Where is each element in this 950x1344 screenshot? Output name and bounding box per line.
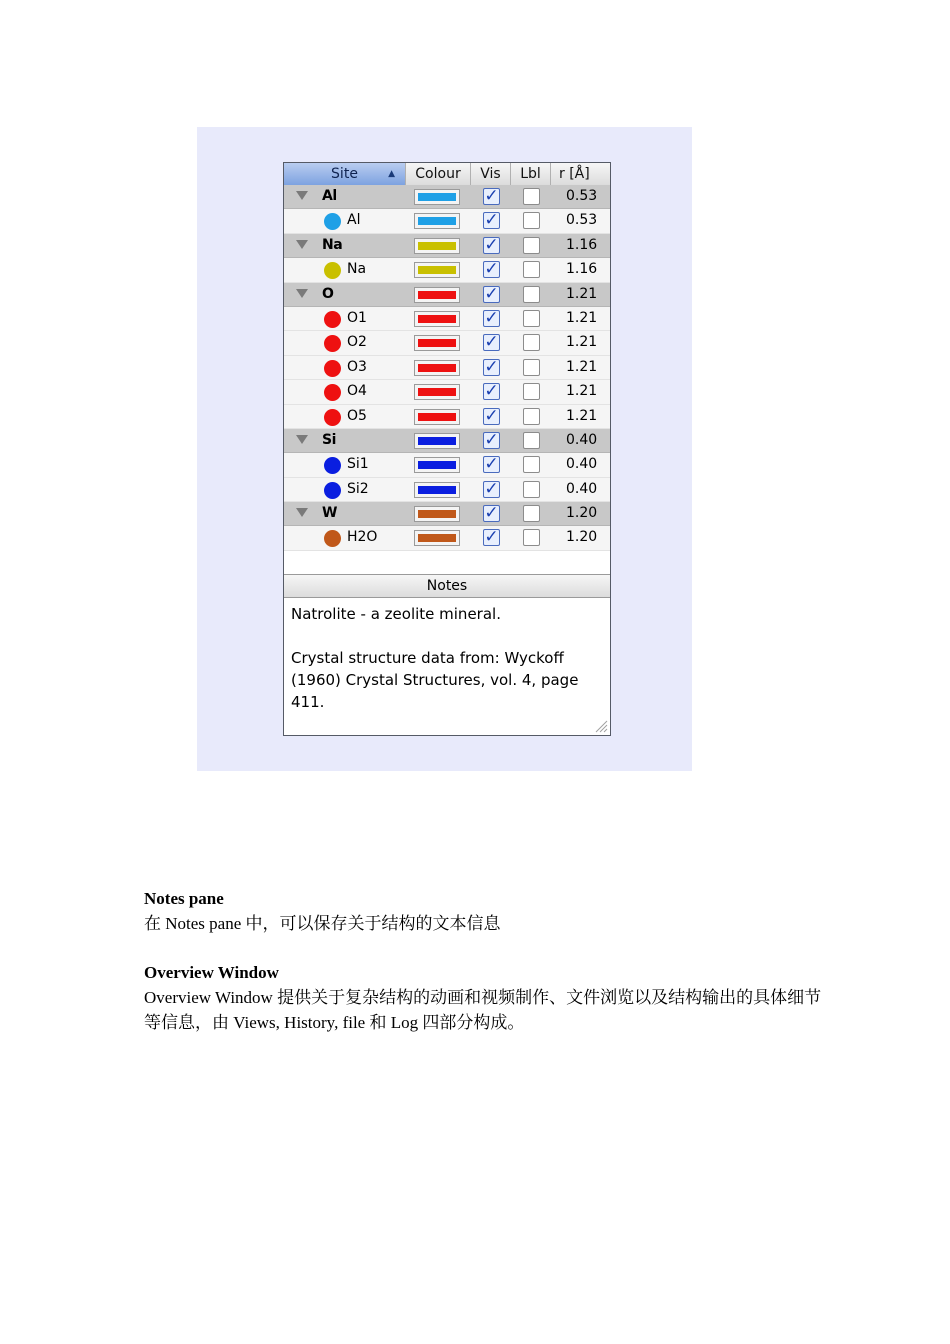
- atom-label: O3: [347, 358, 367, 375]
- radius-value: 1.16: [566, 236, 598, 253]
- atom-row[interactable]: [284, 331, 610, 355]
- colour-swatch[interactable]: [414, 335, 460, 351]
- atom-colour-dot-icon: [324, 530, 341, 547]
- visible-checkbox[interactable]: [483, 356, 500, 377]
- radius-value: 1.21: [566, 383, 598, 400]
- radius-value: 0.40: [566, 431, 598, 448]
- atom-label: O1: [347, 309, 367, 326]
- radius-value: 1.21: [566, 309, 598, 326]
- radius-value: 0.40: [566, 480, 598, 497]
- disclosure-triangle-icon[interactable]: [296, 435, 308, 444]
- colour-swatch[interactable]: [414, 482, 460, 498]
- column-header-radius[interactable]: r [Å]: [559, 166, 590, 182]
- atom-label: O5: [347, 407, 367, 424]
- radius-value: 0.53: [566, 212, 598, 229]
- atom-colour-dot-icon: [324, 360, 341, 377]
- column-header-lbl[interactable]: Lbl: [511, 163, 551, 185]
- column-header-colour[interactable]: Colour: [406, 163, 471, 185]
- visible-checkbox[interactable]: [483, 188, 500, 205]
- column-header-site[interactable]: [284, 163, 406, 185]
- radius-value: 1.21: [566, 285, 598, 302]
- colour-swatch[interactable]: [414, 287, 460, 303]
- visible-checkbox[interactable]: [483, 478, 500, 499]
- atom-colour-dot-icon: [324, 457, 341, 474]
- atom-label: Na: [347, 261, 367, 278]
- notes-textarea[interactable]: Natrolite - a zeolite mineral. Crystal structure data from: Wyckoff (1960) Crystal Structures, vol. 4, page 411.: [291, 605, 579, 711]
- checkmark-icon: ✓: [484, 356, 499, 377]
- overview-window-description: Overview Window 提供关于复杂结构的动画和视频制作、文件浏览以及结构输出的具体细节等信息，由 Views, History, file 和 Log 四部分构成。: [144, 988, 822, 1032]
- colour-swatch[interactable]: [414, 530, 460, 546]
- disclosure-triangle-icon[interactable]: [296, 289, 308, 298]
- colour-swatch[interactable]: [414, 409, 460, 425]
- colour-swatch[interactable]: [414, 262, 460, 278]
- radius-value: 1.21: [566, 334, 598, 351]
- atom-colour-dot-icon: [324, 482, 341, 499]
- site-group-row[interactable]: [284, 429, 610, 453]
- atom-row[interactable]: [284, 453, 610, 477]
- site-table-body: [284, 185, 610, 551]
- label-checkbox[interactable]: [523, 432, 540, 449]
- atom-colour-dot-icon: [324, 335, 341, 352]
- visible-checkbox[interactable]: [483, 383, 500, 400]
- checkmark-icon: ✓: [484, 283, 499, 304]
- checkmark-icon: ✓: [484, 259, 499, 280]
- atom-row[interactable]: [284, 478, 610, 502]
- checkmark-icon: ✓: [484, 429, 499, 450]
- colour-swatch[interactable]: [414, 238, 460, 254]
- colour-swatch[interactable]: [414, 384, 460, 400]
- checkmark-icon: ✓: [484, 527, 499, 548]
- atom-label: Al: [347, 212, 361, 229]
- visible-checkbox[interactable]: [483, 505, 500, 522]
- checkmark-icon: ✓: [484, 454, 499, 475]
- atom-row[interactable]: [284, 307, 610, 331]
- label-checkbox[interactable]: [523, 505, 540, 522]
- atom-colour-dot-icon: [324, 213, 341, 230]
- column-header-site-label: Site: [331, 166, 358, 182]
- site-group-label: Na: [322, 236, 343, 253]
- atom-label: O4: [347, 383, 367, 400]
- atom-row[interactable]: [284, 209, 610, 233]
- colour-swatch[interactable]: [414, 189, 460, 205]
- colour-swatch[interactable]: [414, 213, 460, 229]
- site-group-row[interactable]: [284, 234, 610, 258]
- checkmark-icon: ✓: [484, 478, 499, 499]
- colour-swatch[interactable]: [414, 506, 460, 522]
- site-group-row[interactable]: [284, 502, 610, 526]
- atom-row[interactable]: [284, 405, 610, 429]
- label-checkbox[interactable]: [523, 481, 540, 498]
- label-checkbox[interactable]: [523, 212, 540, 229]
- visible-checkbox[interactable]: [483, 261, 500, 278]
- checkmark-icon: ✓: [484, 210, 499, 231]
- sort-ascending-icon: ▲: [388, 169, 395, 179]
- visible-checkbox[interactable]: [483, 529, 500, 546]
- label-checkbox[interactable]: [523, 261, 540, 278]
- radius-value: 0.40: [566, 456, 598, 473]
- visible-checkbox[interactable]: [483, 429, 500, 450]
- disclosure-triangle-icon[interactable]: [296, 508, 308, 517]
- notes-header: Notes: [284, 574, 610, 598]
- label-checkbox[interactable]: [523, 310, 540, 327]
- visible-checkbox[interactable]: [483, 307, 500, 328]
- checkmark-icon: ✓: [484, 234, 499, 255]
- label-checkbox[interactable]: [523, 408, 540, 425]
- column-header-vis[interactable]: Vis: [471, 163, 511, 185]
- checkmark-icon: ✓: [484, 307, 499, 328]
- visible-checkbox[interactable]: [483, 456, 500, 473]
- disclosure-triangle-icon[interactable]: [296, 191, 308, 200]
- visible-checkbox[interactable]: [483, 234, 500, 255]
- atom-row[interactable]: [284, 380, 610, 404]
- atom-label: Si1: [347, 456, 369, 473]
- colour-swatch[interactable]: [414, 433, 460, 449]
- atom-label: Si2: [347, 480, 369, 497]
- label-checkbox[interactable]: [523, 456, 540, 473]
- label-checkbox[interactable]: [523, 359, 540, 376]
- visible-checkbox[interactable]: [483, 334, 500, 351]
- atom-colour-dot-icon: [324, 409, 341, 426]
- label-checkbox[interactable]: [523, 334, 540, 351]
- notes-pane-section: [144, 886, 824, 936]
- overview-window-heading: Overview Window: [144, 963, 279, 982]
- colour-swatch[interactable]: [414, 311, 460, 327]
- atom-colour-dot-icon: [324, 384, 341, 401]
- colour-swatch[interactable]: [414, 360, 460, 376]
- site-group-label: W: [322, 505, 337, 522]
- label-checkbox[interactable]: [523, 188, 540, 205]
- radius-value: 1.16: [566, 261, 598, 278]
- checkmark-icon: ✓: [484, 186, 499, 206]
- site-group-label: Al: [322, 188, 337, 204]
- visible-checkbox[interactable]: [483, 405, 500, 426]
- label-checkbox[interactable]: [523, 529, 540, 546]
- site-group-row[interactable]: [284, 283, 610, 307]
- site-group-label: O: [322, 285, 334, 302]
- colour-swatch[interactable]: [414, 457, 460, 473]
- radius-value: 0.53: [566, 188, 598, 204]
- checkmark-icon: ✓: [484, 405, 499, 426]
- atom-row[interactable]: [284, 356, 610, 380]
- checkmark-icon: ✓: [484, 381, 499, 402]
- notes-pane-heading: Notes pane: [144, 889, 224, 908]
- site-group-label: Si: [322, 431, 336, 448]
- atom-label: O2: [347, 334, 367, 351]
- visible-checkbox[interactable]: [483, 283, 500, 304]
- checkmark-icon: ✓: [484, 503, 499, 524]
- atom-colour-dot-icon: [324, 311, 341, 328]
- atom-colour-dot-icon: [324, 262, 341, 279]
- radius-value: 1.20: [566, 505, 598, 522]
- radius-value: 1.21: [566, 407, 598, 424]
- visible-checkbox[interactable]: [483, 212, 500, 229]
- label-checkbox[interactable]: [523, 383, 540, 400]
- site-group-row[interactable]: [284, 185, 610, 209]
- atom-row[interactable]: [284, 526, 610, 550]
- checkmark-icon: ✓: [484, 332, 499, 353]
- notes-pane-description: 在 Notes pane 中，可以保存关于结构的文本信息: [144, 914, 501, 933]
- label-checkbox[interactable]: [523, 286, 540, 303]
- label-checkbox[interactable]: [523, 237, 540, 254]
- atom-label: H2O: [347, 529, 378, 546]
- disclosure-triangle-icon[interactable]: [296, 240, 308, 249]
- structure-sites-panel: [283, 162, 611, 736]
- atom-row[interactable]: [284, 258, 610, 282]
- radius-value: 1.20: [566, 529, 598, 546]
- table-header: [284, 163, 610, 186]
- overview-window-section: [144, 960, 824, 1035]
- radius-value: 1.21: [566, 358, 598, 375]
- resize-grip-icon[interactable]: [592, 717, 608, 733]
